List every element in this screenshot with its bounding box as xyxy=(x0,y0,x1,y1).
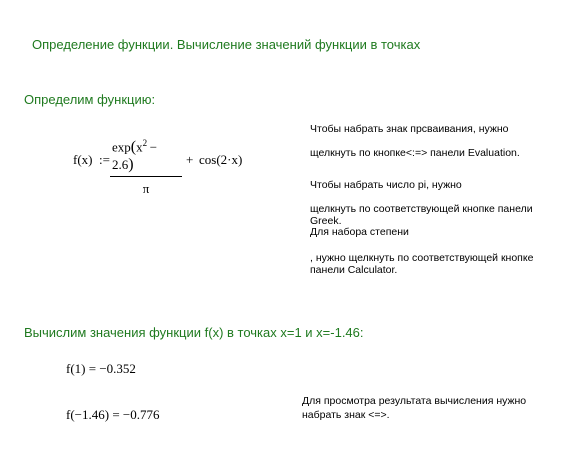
result-eq: = xyxy=(112,407,120,422)
result-expr: f(−1.46) xyxy=(66,407,110,422)
define-heading: Определим функцию: xyxy=(24,92,156,107)
result-row[interactable] xyxy=(66,361,136,377)
page-title: Определение функции. Вычисление значений функции в точках xyxy=(32,37,421,52)
formula-tail: cos(2·x) xyxy=(199,152,243,167)
note-pi-1: Чтобы набрать число pi, нужно xyxy=(310,179,462,191)
close-paren: ) xyxy=(128,156,134,174)
note-pi-2: щелкнуть по соответствующей кнопке панели xyxy=(310,203,533,215)
note-eval-2: набрать знак <=>. xyxy=(302,409,390,421)
note-power-1: Для набора степени xyxy=(310,226,409,238)
result-expr: f(1) xyxy=(66,361,86,376)
numerator-base: x xyxy=(136,139,143,155)
formula-fraction xyxy=(110,138,182,197)
note-assign-2: щелкнуть по кнопке<:=> панели Evaluation. xyxy=(310,147,520,159)
compute-heading: Вычислим значения функции f(x) в точках x=1 и x=-1.46: xyxy=(24,325,364,340)
note-power-3: панели Calculator. xyxy=(310,264,398,276)
numerator-exponent: 2 xyxy=(142,138,148,148)
result-value: −0.352 xyxy=(99,361,136,376)
formula-lhs: f(x) xyxy=(73,152,93,167)
numerator-subtract: − 2.6 xyxy=(112,139,158,173)
note-power-2: , нужно щелкнуть по соответствующей кнопке xyxy=(310,252,534,264)
formula-denominator: π xyxy=(142,181,150,197)
note-pi-3: Greek. xyxy=(310,215,342,227)
note-assign-1: Чтобы набрать знак прсваивания, нужно xyxy=(310,123,509,135)
open-paren: ( xyxy=(130,138,137,156)
formula-numerator xyxy=(110,138,182,176)
note-eval-1: Для просмотра результата вычисления нужно xyxy=(302,395,527,407)
result-row[interactable] xyxy=(66,407,160,423)
exp-function: exp xyxy=(112,139,131,155)
formula-assign: := xyxy=(99,152,110,167)
formula-plus: + xyxy=(186,152,194,167)
result-eq: = xyxy=(88,361,97,376)
result-value: −0.776 xyxy=(122,407,160,422)
